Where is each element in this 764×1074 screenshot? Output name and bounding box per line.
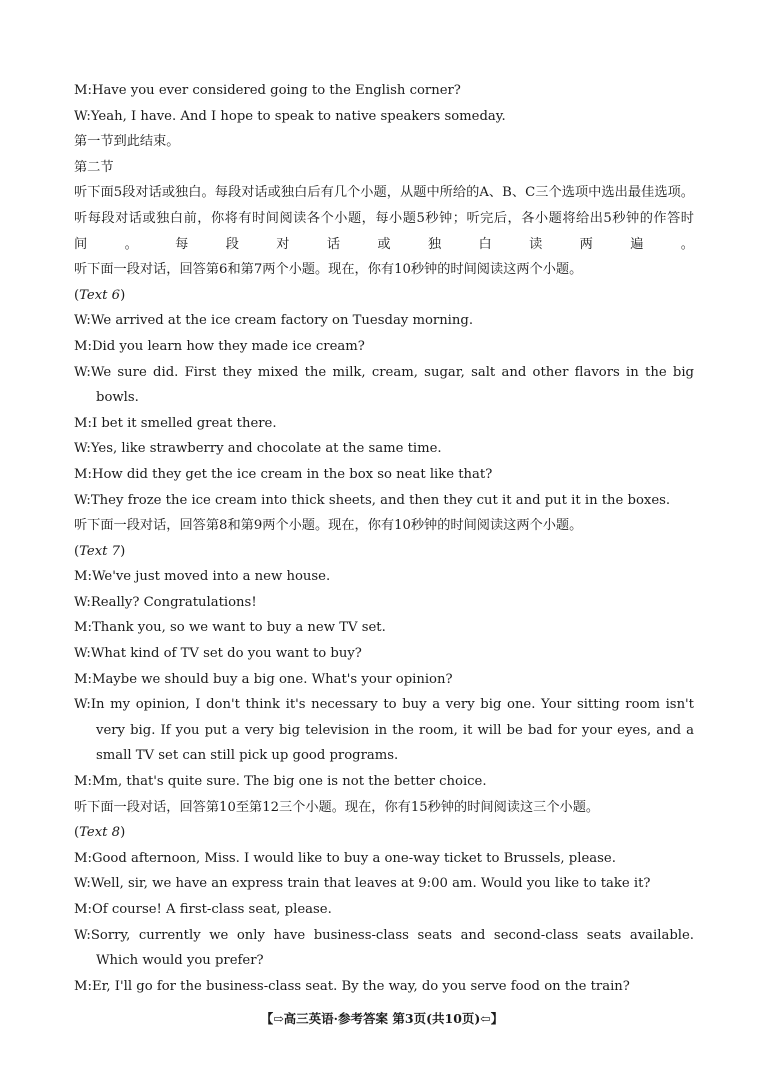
page-footer: 【⇨高三英语·参考答案 第3页(共10页)⇦】 [260, 1011, 504, 1026]
dialogue-line: M:Thank you, so we want to buy a new TV set. [74, 620, 386, 636]
dialogue-line: W:In my opinion, I don't think it's necessary to buy a very big one. Your sitting room isn't very big. If you put a very big television in the room, it will be bad for your eyes, and a small TV set can still pick up good programs. [74, 697, 694, 764]
dialogue-line: M:I bet it smelled great there. [74, 415, 277, 431]
instruction-line: 听下面一段对话，回答第10至第12三个小题。现在，你有15秒钟的时间阅读这三个小题。 [74, 799, 600, 815]
text-label: (Text 6) [74, 287, 126, 303]
dialogue-line: M:Have you ever considered going to the English corner? [74, 83, 461, 98]
dialogue-line: W:What kind of TV set do you want to buy? [74, 646, 362, 662]
dialogue-line: M:Maybe we should buy a big one. What's your opinion? [74, 671, 453, 687]
dialogue-line: W:Sorry, currently we only have business-class seats and second-class seats available. Which would you prefer? [74, 927, 694, 969]
dialogue-line: W:Well, sir, we have an express train that leaves at 9:00 am. Would you like to take it? [74, 876, 651, 892]
instruction-line: 听下面一段对话，回答第8和第9两个小题。现在，你有10秒钟的时间阅读这两个小题。 [74, 518, 583, 534]
dialogue-line: M:Good afternoon, Miss. I would like to buy a one-way ticket to Brussels, please. [74, 850, 616, 866]
dialogue-line: M:Mm, that's quite sure. The big one is not the better choice. [74, 774, 487, 790]
dialogue-line: M:Did you learn how they made ice cream? [74, 338, 365, 354]
dialogue-line: W:We arrived at the ice cream factory on Tuesday morning. [74, 313, 474, 329]
text-label: (Text 8) [74, 825, 126, 841]
dialogue-line: M:Er, I'll go for the business-class seat. By the way, do you serve food on the train? [74, 978, 630, 994]
dialogue-line: M:How did they get the ice cream in the box so neat like that? [74, 466, 493, 482]
dialogue-line: W:Really? Congratulations! [74, 594, 257, 610]
instruction-line: 第二节 [74, 159, 114, 175]
instruction-line: 听下面一段对话，回答第6和第7两个小题。现在，你有10秒钟的时间阅读这两个小题。 [74, 262, 583, 278]
instruction-line: 第一节到此结束。 [74, 134, 180, 150]
document-body [74, 78, 694, 999]
dialogue-line: W:We sure did. First they mixed the milk, cream, sugar, salt and other flavors in the big bowls. [74, 364, 694, 406]
instruction-paragraph: 听下面5段对话或独白。每段对话或独白后有几个小题，从题中所给的A、B、C三个选项中选出最佳选项。听每段对话或独白前，你将有时间阅读各个小题，每小题5秒钟；听完后，各小题将给出5秒钟的作答时间。每段对话或独白读两遍。 [74, 185, 694, 252]
dialogue-line: M:Of course! A first-class seat, please. [74, 902, 332, 917]
dialogue-line: W:They froze the ice cream into thick sheets, and then they cut it and put it in the boxes. [74, 492, 671, 508]
text-label: (Text 7) [74, 543, 126, 559]
dialogue-line: W:Yeah, I have. And I hope to speak to native speakers someday. [74, 108, 506, 124]
dialogue-line: M:We've just moved into a new house. [74, 569, 331, 585]
dialogue-line: W:Yes, like strawberry and chocolate at the same time. [74, 441, 442, 457]
